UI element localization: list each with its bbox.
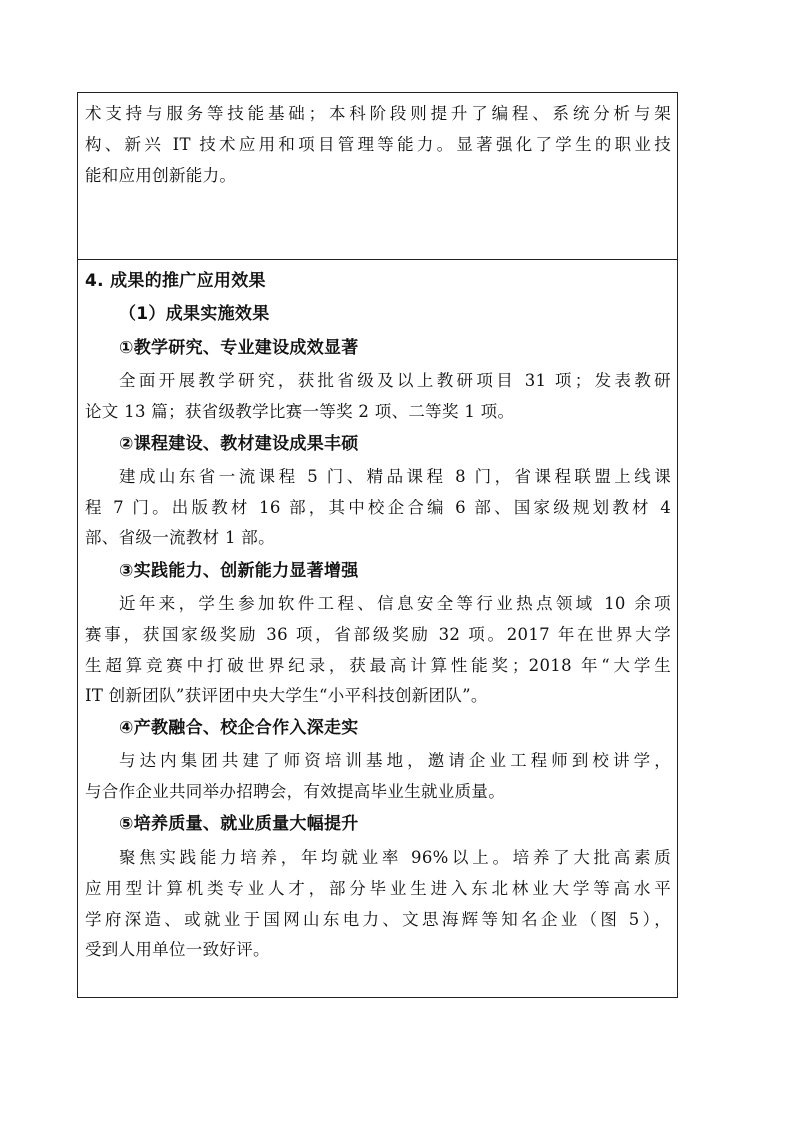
paragraph-line: 构、新兴 IT 技术应用和项目管理等能力。显著强化了学生的职业技 (85, 135, 671, 154)
paragraph-line: 近年来，学生参加软件工程、信息安全等行业热点领域 10 余项 (119, 594, 671, 613)
paragraph-line: 应用型计算机类专业人才，部分毕业生进入东北林业大学等高水平 (85, 879, 671, 898)
paragraph-line: 生超算竞赛中打破世界纪录，获最高计算性能奖；2018 年“大学生 (85, 656, 671, 675)
paragraph-line: IT 创新团队”获评团中央大学生“小平科技创新团队”。 (85, 686, 488, 705)
paragraph-line: 能和应用创新能力。 (85, 166, 237, 185)
section-subheading: （1）成果实施效果 (119, 304, 270, 324)
paragraph-line: 论文 13 篇；获省级教学比赛一等奖 2 项、二等奖 1 项。 (85, 402, 515, 421)
section-heading: 4. 成果的推广应用效果 (85, 271, 266, 291)
paragraph-line: 受到人用单位一致好评。 (85, 940, 270, 959)
item-title-4: ④产教融合、校企合作入深走实 (119, 718, 359, 738)
item-title-3: ③实践能力、创新能力显著增强 (119, 561, 359, 581)
paragraph-line: 赛事，获国家级奖励 36 项，省部级奖励 32 项。2017 年在世界大学 (85, 625, 671, 644)
paragraph-line: 与达内集团共建了师资培训基地，邀请企业工程师到校讲学， (119, 751, 671, 770)
paragraph-line: 部、省级一流教材 1 部。 (85, 528, 275, 547)
paragraph-line: 程 7 门。出版教材 16 部，其中校企合编 6 部、国家级规划教材 4 (85, 498, 671, 517)
paragraph-line: 术支持与服务等技能基础；本科阶段则提升了编程、系统分析与架 (85, 104, 671, 123)
item-title-2: ②课程建设、教材建设成果丰硕 (119, 434, 359, 454)
item-title-5: ⑤培养质量、就业质量大幅提升 (119, 814, 359, 834)
paragraph-line: 学府深造、或就业于国网山东电力、文思海辉等知名企业（图 5）， (85, 910, 671, 929)
item-title-1: ①教学研究、专业建设成效显著 (119, 338, 359, 358)
paragraph-line: 聚焦实践能力培养，年均就业率 96%以上。培养了大批高素质 (119, 848, 671, 867)
paragraph-line: 与合作企业共同举办招聘会，有效提高毕业生就业质量。 (85, 782, 505, 801)
paragraph-line: 全面开展教学研究，获批省级及以上教研项目 31 项；发表教研 (119, 371, 671, 390)
paragraph-line: 建成山东省一流课程 5 门、精品课程 8 门，省课程联盟上线课 (119, 467, 671, 486)
